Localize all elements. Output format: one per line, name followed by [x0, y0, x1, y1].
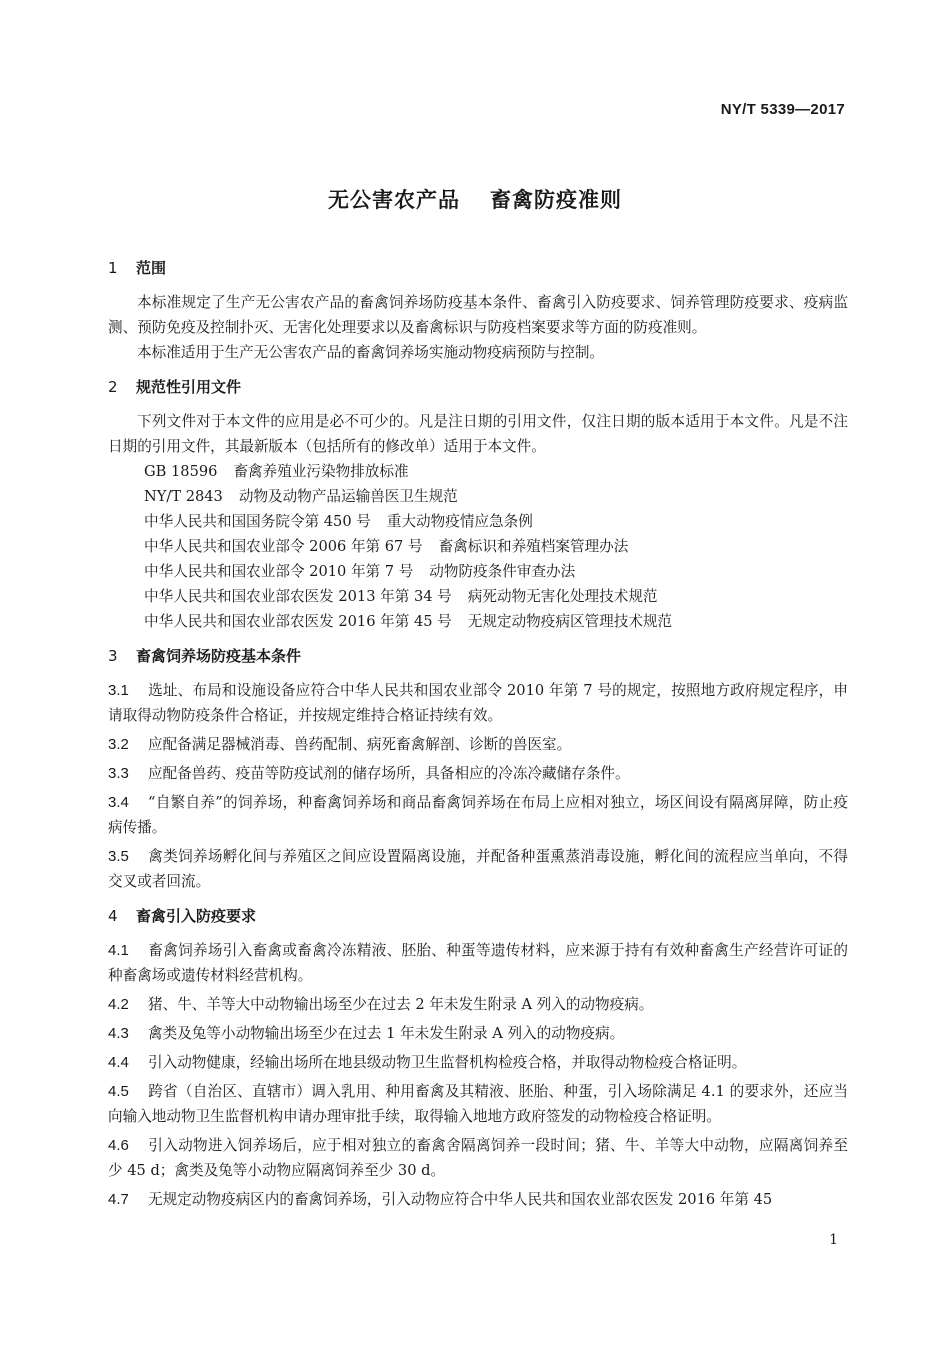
- clause-text: 畜禽饲养场引入畜禽或畜禽冷冻精液、胚胎、种蛋等遗传材料，应来源于持有有效种畜禽生产经营许可证的种畜禽场或遗传材料经营机构。: [108, 942, 848, 984]
- clause: [108, 790, 848, 840]
- clause: [108, 844, 848, 894]
- title-part-2: 畜禽防疫准则: [490, 188, 622, 212]
- paragraph: 本标准规定了生产无公害农产品的畜禽饲养场防疫基本条件、畜禽引入防疫要求、饲养管理防疫要求、疫病监测、预防免疫及控制扑灭、无害化处理要求以及畜禽标识与防疫档案要求等方面的防疫准则。: [108, 294, 848, 336]
- reference-title: 动物防疫条件审查办法: [429, 563, 576, 580]
- clause-number: 4.1: [108, 942, 129, 959]
- reference-code: 中华人民共和国农业部农医发 2013 年第 34 号: [144, 588, 452, 605]
- reference-code: 中华人民共和国农业部农医发 2016 年第 45 号: [144, 613, 452, 630]
- clause-text: 引入动物健康，经输出场所在地县级动物卫生监督机构检疫合格，并取得动物检疫合格证明。: [148, 1054, 747, 1071]
- page-title: [0, 184, 950, 214]
- section-number: 4: [108, 907, 118, 925]
- clause: [108, 1187, 848, 1212]
- clause-text: 引入动物进入饲养场后，应于相对独立的畜禽舍隔离饲养一段时间；猪、牛、羊等大中动物，应隔离饲养至少 45 d；禽类及兔等小动物应隔离饲养至少 30 d。: [108, 1137, 848, 1179]
- clause-text: 无规定动物疫病区内的畜禽饲养场，引入动物应符合中华人民共和国农业部农医发 2016 年第 45: [148, 1191, 773, 1208]
- reference-item: [108, 559, 848, 584]
- clause-number: 4.6: [108, 1137, 129, 1154]
- clause-number: 4.7: [108, 1191, 129, 1208]
- reference-title: 重大动物疫情应急条例: [386, 513, 533, 530]
- clause-number: 4.2: [108, 996, 129, 1013]
- section-title: 畜禽引入防疫要求: [136, 907, 257, 925]
- clause-text: “自繁自养”的饲养场，种畜禽饲养场和商品畜禽饲养场在布局上应相对独立，场区间设有隔离屏障，防止疫病传播。: [108, 794, 848, 836]
- section-1-heading: [108, 256, 848, 280]
- clause: [108, 678, 848, 728]
- reference-item: [108, 609, 848, 634]
- clause-number: 4.5: [108, 1083, 129, 1100]
- clause-text: 应配备满足器械消毒、兽药配制、病死畜禽解剖、诊断的兽医室。: [148, 736, 572, 753]
- clause-text: 跨省（自治区、直辖市）调入乳用、种用畜禽及其精液、胚胎、种蛋，引入场除满足 4.1 的要求外，还应当向输入地动物卫生监督机构申请办理审批手续，取得输入地地方政府签发的动物检疫合格证明。: [108, 1083, 848, 1125]
- section-title: 范围: [136, 259, 167, 277]
- section-number: 2: [108, 378, 118, 396]
- clause: [108, 1050, 848, 1075]
- clause: [108, 1079, 848, 1129]
- clause-number: 3.3: [108, 765, 129, 782]
- section-title: 规范性引用文件: [136, 378, 242, 396]
- clause-number: 4.4: [108, 1054, 129, 1071]
- clause: [108, 1133, 848, 1183]
- clause-text: 禽类饲养场孵化间与养殖区之间应设置隔离设施，并配备种蛋熏蒸消毒设施，孵化间的流程应当单向，不得交叉或者回流。: [108, 848, 848, 890]
- reference-item: [108, 484, 848, 509]
- section-2-heading: [108, 375, 848, 399]
- clause-text: 禽类及兔等小动物输出场至少在过去 1 年未发生附录 A 列入的动物疫病。: [148, 1025, 625, 1042]
- reference-code: 中华人民共和国国务院令第 450 号: [144, 513, 371, 530]
- clause-number: 3.5: [108, 848, 129, 865]
- reference-title: 病死动物无害化处理技术规范: [467, 588, 658, 605]
- reference-item: [108, 459, 848, 484]
- reference-item: [108, 584, 848, 609]
- reference-code: GB 18596: [144, 463, 218, 480]
- paragraph: 本标准适用于生产无公害农产品的畜禽饲养场实施动物疫病预防与控制。: [137, 344, 605, 361]
- reference-code: NY/T 2843: [144, 488, 223, 505]
- clause-text: 选址、布局和设施设备应符合中华人民共和国农业部令 2010 年第 7 号的规定，按照地方政府规定程序，申请取得动物防疫条件合格证，并按规定维持合格证持续有效。: [108, 682, 848, 724]
- clause-number: 3.4: [108, 794, 129, 811]
- clause-number: 4.3: [108, 1025, 129, 1042]
- clause-text: 猪、牛、羊等大中动物输出场至少在过去 2 年未发生附录 A 列入的动物疫病。: [148, 996, 654, 1013]
- reference-code: 中华人民共和国农业部令 2010 年第 7 号: [144, 563, 414, 580]
- reference-title: 动物及动物产品运输兽医卫生规范: [238, 488, 458, 505]
- clause: [108, 761, 848, 786]
- section-title: 畜禽饲养场防疫基本条件: [136, 647, 302, 665]
- clause: [108, 992, 848, 1017]
- reference-item: [108, 509, 848, 534]
- title-part-1: 无公害农产品: [328, 188, 460, 212]
- document-body: [108, 256, 848, 1212]
- reference-code: 中华人民共和国农业部令 2006 年第 67 号: [144, 538, 423, 555]
- paragraph: 下列文件对于本文件的应用是必不可少的。凡是注日期的引用文件，仅注日期的版本适用于本文件。凡是不注日期的引用文件，其最新版本（包括所有的修改单）适用于本文件。: [108, 413, 848, 455]
- reference-title: 无规定动物疫病区管理技术规范: [467, 613, 673, 630]
- section-4-heading: [108, 904, 848, 928]
- clause-number: 3.1: [108, 682, 129, 699]
- clause: [108, 1021, 848, 1046]
- reference-item: [108, 534, 848, 559]
- section-number: 1: [108, 259, 118, 277]
- reference-title: 畜禽养殖业污染物排放标准: [233, 463, 409, 480]
- page-number: 1: [829, 1232, 838, 1248]
- clause-text: 应配备兽药、疫苗等防疫试剂的储存场所，具备相应的冷冻冷藏储存条件。: [148, 765, 630, 782]
- standard-code: NY/T 5339—2017: [720, 101, 845, 118]
- reference-title: 畜禽标识和养殖档案管理办法: [438, 538, 629, 555]
- section-number: 3: [108, 647, 118, 665]
- clause: [108, 938, 848, 988]
- clause: [108, 732, 848, 757]
- clause-number: 3.2: [108, 736, 129, 753]
- section-3-heading: [108, 644, 848, 668]
